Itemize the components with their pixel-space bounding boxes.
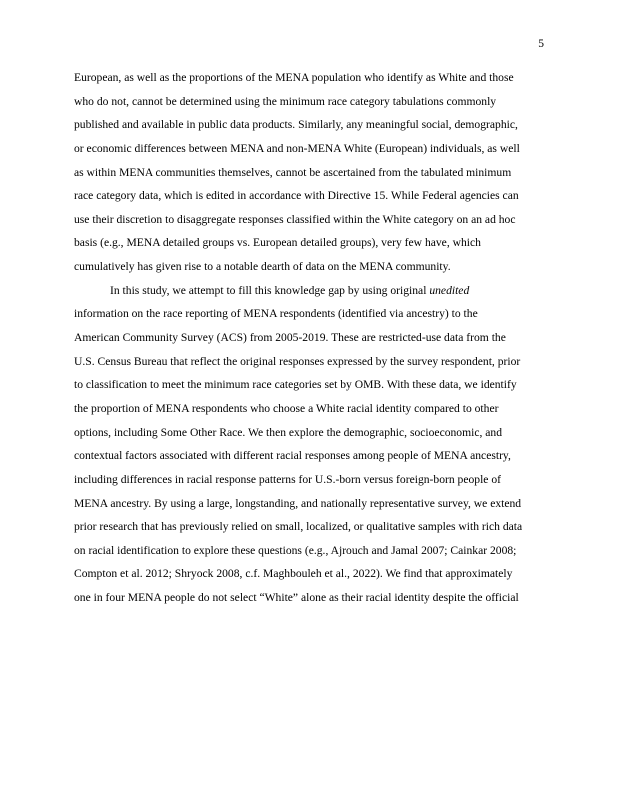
text-line: or economic differences between MENA and non-MENA White (European) individuals, as well: [74, 141, 520, 155]
text-line: Compton et al. 2012; Shryock 2008, c.f. Maghbouleh et al., 2022). We find that approximately: [74, 567, 513, 581]
text-line: the proportion of MENA respondents who choose a White racial identity compared to other: [74, 401, 499, 415]
text-line: U.S. Census Bureau that reflect the original responses expressed by the survey respondent, prior: [74, 354, 521, 368]
text-line: to classification to meet the minimum race categories set by OMB. With these data, we identify: [74, 378, 517, 392]
text-line: race category data, which is edited in accordance with Directive 15. While Federal agencies can: [74, 189, 519, 203]
text-line: published and available in public data products. Similarly, any meaningful social, demographic,: [74, 118, 518, 132]
text-run: In this study, we attempt to fill this knowledge gap by using original: [110, 283, 430, 297]
text-line: MENA ancestry. By using a large, longstanding, and nationally representative survey, we extend: [74, 496, 522, 510]
body-text: [74, 66, 552, 610]
text-line: basis (e.g., MENA detailed groups vs. European detailed groups), very few have, which: [74, 236, 481, 250]
text-line: information on the race reporting of MENA respondents (identified via ancestry) to the: [74, 307, 478, 321]
text-line: options, including Some Other Race. We then explore the demographic, socioeconomic, and: [74, 425, 503, 439]
text-line: who do not, cannot be determined using the minimum race category tabulations commonly: [74, 94, 497, 108]
text-line: on racial identification to explore these questions (e.g., Ajrouch and Jamal 2007; Cainkar 2008;: [74, 543, 517, 557]
text-line: prior research that has previously relied on small, localized, or qualitative samples with rich data: [74, 520, 523, 534]
page-number: 5: [538, 38, 544, 50]
emphasis-text: unedited: [429, 283, 470, 297]
text-line: one in four MENA people do not select “White” alone as their racial identity despite the official: [74, 591, 519, 605]
text-line: including differences in racial response patterns for U.S.-born versus foreign-born people of: [74, 472, 502, 486]
text-line: American Community Survey (ACS) from 2005-2019. These are restricted-use data from the: [74, 331, 506, 345]
text-line: as within MENA communities themselves, cannot be ascertained from the tabulated minimum: [74, 165, 512, 179]
text-line: European, as well as the proportions of the MENA population who identify as White and those: [74, 71, 514, 84]
text-line: use their discretion to disaggregate responses classified within the White category on an ad hoc: [74, 212, 516, 226]
text-line: contextual factors associated with different racial responses among people of MENA ancestry,: [74, 449, 511, 463]
text-line: cumulatively has given rise to a notable dearth of data on the MENA community.: [74, 260, 451, 274]
paragraph-first-line: [74, 279, 552, 303]
